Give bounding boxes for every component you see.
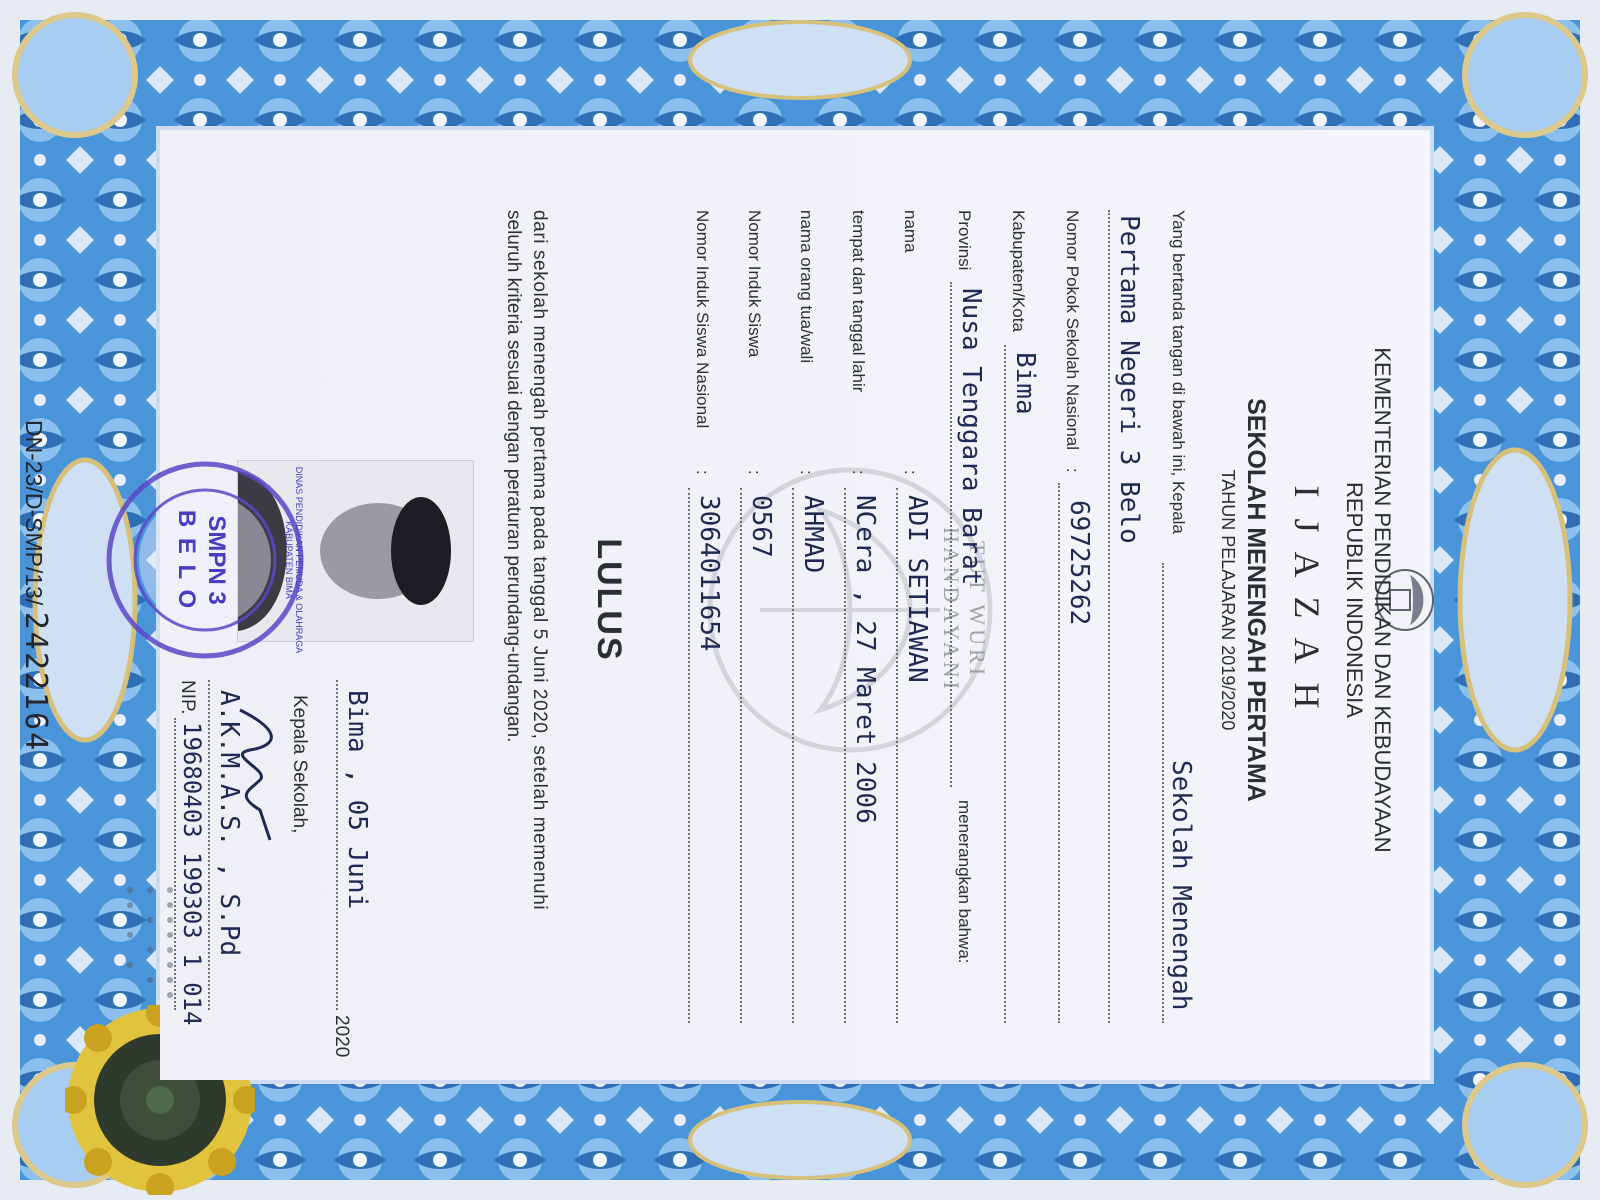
- dotted-line: [740, 488, 742, 1023]
- graduation-result: LULUS: [590, 538, 628, 662]
- province-label: Provinsi: [955, 210, 974, 271]
- birth-place-date-colon: :: [849, 470, 868, 475]
- ministry-line-1: KEMENTERIAN PENDIDIKAN DAN KEBUDAYAAN: [1370, 347, 1395, 853]
- ministry-line-2: REPUBLIK INDONESIA: [1342, 482, 1367, 718]
- regency-value: Bima: [1010, 352, 1040, 415]
- dotted-line: [688, 488, 690, 1023]
- nisn-colon: :: [693, 470, 712, 475]
- school-level-heading: SEKOLAH MENENGAH PERTAMA: [1242, 398, 1270, 802]
- signature-role: Kepala Sekolah,: [289, 695, 310, 834]
- dotted-line: [950, 282, 952, 787]
- nisn-value: 3064011654: [694, 495, 724, 652]
- statement-line-1: dari sekolah menengah pertama pada tanggal 5 Juni 2020, setelah memenuhi: [529, 210, 550, 911]
- student-name-value: ADI SETIAWAN: [902, 495, 932, 683]
- dotted-line: [1058, 483, 1060, 1023]
- watermark-text: TUT WURI HANDAYANI: [939, 527, 990, 693]
- npsn-colon: :: [1063, 468, 1082, 473]
- nis-value: 0567: [746, 495, 776, 558]
- stamp-center-line-1: SMPN 3: [203, 515, 230, 605]
- dotted-line: [1162, 563, 1164, 1023]
- serial-number: [18, 420, 53, 752]
- dotted-line: [1108, 210, 1110, 1023]
- dotted-line: [1004, 345, 1006, 1023]
- academic-year: TAHUN PELAJARAN 2019/2020: [1218, 469, 1238, 731]
- serial-digits: 2422164: [18, 611, 53, 753]
- npsn-label: Nomor Pokok Sekolah Nasional: [1063, 210, 1082, 451]
- stamp-center-line-2: B E L O: [173, 509, 200, 611]
- statement-line-2: seluruh kriteria sesuai dengan peraturan perundang-undangan.: [503, 210, 524, 743]
- regency-label: Kabupaten/Kota: [1009, 210, 1028, 332]
- dotted-line: [844, 488, 846, 1023]
- nip-value: 19680403 199303 1 014: [178, 722, 206, 1026]
- stamp-ring-text: DINAS PENDIDIKAN PEMUDA & OLAHRAGA KABUPATEN BIMA: [284, 466, 304, 654]
- dotted-line: [208, 680, 210, 1010]
- signature-place-date: Bima , 05 Juni: [342, 690, 372, 910]
- birth-place-date-value: NCera , 27 Maret 2006: [850, 495, 880, 824]
- birth-place-date-label: tempat dan tanggal lahir: [849, 210, 868, 393]
- nip-label: NIP.: [177, 680, 198, 715]
- nis-colon: :: [745, 470, 764, 475]
- school-name-line-2: Pertama Negeri 3 Belo: [1114, 215, 1144, 544]
- province-suffix: menerangkan bahwa:: [955, 800, 974, 964]
- intro-prefix: Yang bertanda tangan di bawah ini, Kepala: [1169, 210, 1188, 534]
- student-name-label: nama: [901, 210, 920, 253]
- nis-label: Nomor Induk Siswa: [745, 210, 764, 358]
- parent-name-value: AHMAD: [798, 495, 828, 574]
- parent-name-colon: :: [797, 470, 816, 475]
- student-name-colon: :: [901, 470, 920, 475]
- dotted-line: [896, 488, 898, 1023]
- dotted-line: [336, 680, 338, 1010]
- security-perforation: [120, 880, 180, 1040]
- npsn-value: 69725262: [1064, 500, 1094, 626]
- dotted-line: [792, 488, 794, 1023]
- certificate-title: I J A Z A H: [1287, 485, 1327, 715]
- serial-prefix: DN-23/D-SMP/13/: [21, 420, 47, 606]
- signature-year: 2020: [331, 1015, 352, 1058]
- nisn-label: Nomor Induk Siswa Nasional: [693, 210, 712, 429]
- principal-name: A.K.M.A.S. , S.Pd: [214, 690, 244, 957]
- province-value: Nusa Tenggara Barat: [956, 288, 986, 586]
- parent-name-label: nama orang tua/wali: [797, 210, 816, 364]
- school-name-line-1: Sekolah Menengah: [1166, 760, 1196, 1011]
